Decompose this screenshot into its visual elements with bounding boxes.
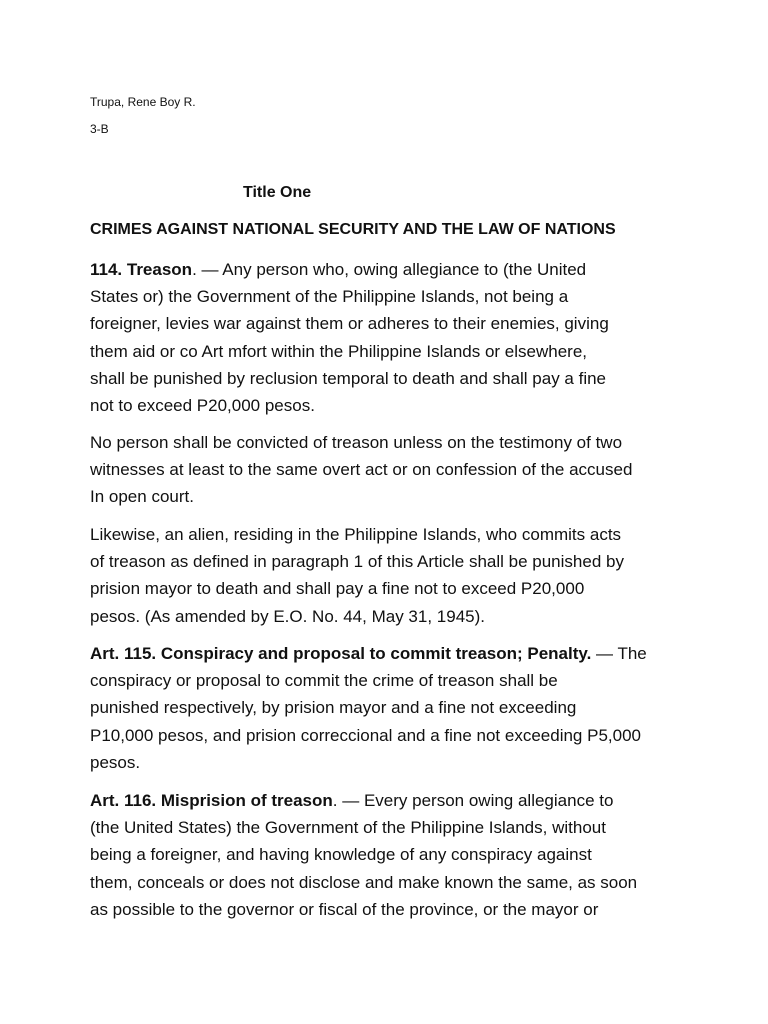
article-114-paragraph: [90, 256, 690, 419]
paragraph-line: shall be punished by reclusion temporal to death and shall pay a fine: [90, 368, 607, 388]
paragraph-line: them, conceals or does not disclose and make known the same, as soon: [90, 872, 638, 892]
line-text: . — Every person owing allegiance to: [332, 791, 614, 810]
article-114-label: 114. Treason: [90, 260, 193, 279]
article-116-paragraph: [90, 787, 690, 923]
paragraph-line: [90, 256, 690, 283]
section-label: 3-B: [90, 122, 109, 136]
paragraph-line: Likewise, an alien, residing in the Philippine Islands, who commits acts: [90, 525, 622, 544]
paragraph-line: [90, 640, 690, 667]
paragraph-line: pesos. (As amended by E.O. No. 44, May 31, 1945).: [90, 606, 485, 626]
paragraph-line: foreigner, levies war against them or adheres to their enemies, giving: [90, 314, 609, 334]
paragraph-line: [90, 787, 690, 814]
paragraph-line: of treason as defined in paragraph 1 of this Article shall be punished by: [90, 552, 624, 572]
article-116-label: Art. 116. Misprision of treason: [90, 791, 333, 810]
paragraph-line: In open court.: [90, 487, 194, 507]
article-115-paragraph: [90, 640, 690, 776]
author-name: Trupa, Rene Boy R.: [90, 95, 196, 109]
line-text: . — Any person who, owing allegiance to (the United: [192, 260, 587, 279]
paragraph-line: States or) the Government of the Philippine Islands, not being a: [90, 287, 569, 307]
paragraph-line: as possible to the governor or fiscal of the province, or the mayor or: [90, 899, 599, 919]
paragraph-line: them aid or co Art mfort within the Philippine Islands or elsewhere,: [90, 341, 588, 361]
paragraph-line: being a foreigner, and having knowledge of any conspiracy against: [90, 845, 592, 865]
paragraph-line: witnesses at least to the same overt act or on confession of the accused: [90, 460, 633, 480]
paragraph-line: prision mayor to death and shall pay a fine not to exceed P20,000: [90, 579, 585, 599]
paragraph-line: No person shall be convicted of treason unless on the testimony of two: [90, 433, 623, 452]
document-heading: CRIMES AGAINST NATIONAL SECURITY AND THE LAW OF NATIONS: [90, 221, 616, 238]
paragraph-line: P10,000 pesos, and prision correccional and a fine not exceeding P5,000: [90, 725, 641, 745]
paragraph-line: (the United States) the Government of the Philippine Islands, without: [90, 818, 606, 838]
paragraph-line: not to exceed P20,000 pesos.: [90, 396, 315, 416]
article-115-label: Art. 115. Conspiracy and proposal to commit treason; Penalty.: [90, 644, 592, 663]
testimony-paragraph: [90, 429, 690, 511]
line-text: — The: [591, 644, 647, 663]
document-title: Title One: [243, 184, 312, 201]
paragraph-line: conspiracy or proposal to commit the crime of treason shall be: [90, 671, 558, 691]
paragraph-line: pesos.: [90, 752, 141, 772]
alien-paragraph: [90, 521, 690, 630]
paragraph-line: punished respectively, by prision mayor and a fine not exceeding: [90, 698, 577, 718]
